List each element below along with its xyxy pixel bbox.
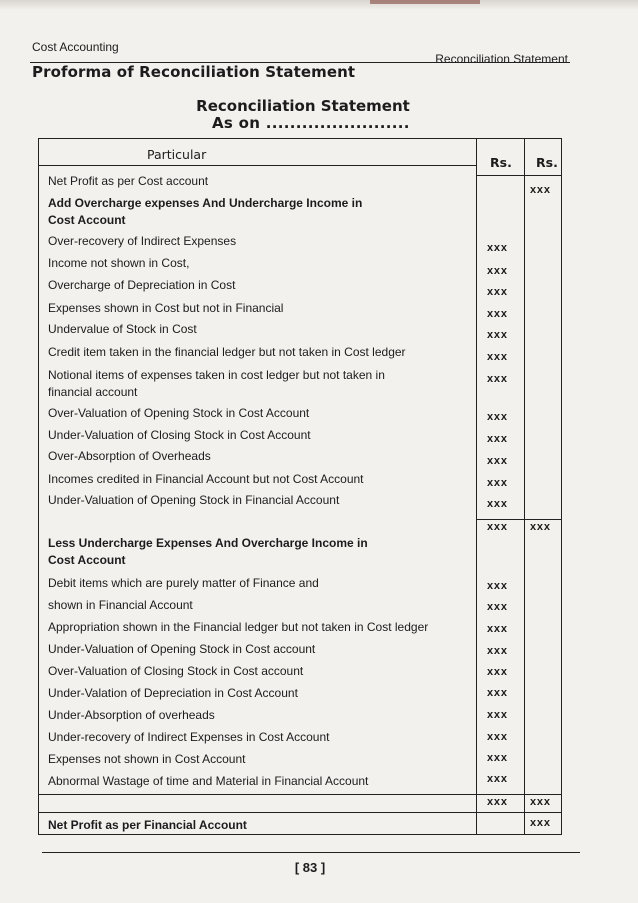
amount-rs-1: xxx bbox=[487, 498, 508, 510]
page-top-edge bbox=[0, 0, 638, 10]
amount-rs-2: xxx bbox=[530, 521, 551, 533]
column-divider-1 bbox=[476, 139, 477, 834]
table-row-text: Over-recovery of Indirect Expenses bbox=[48, 234, 237, 248]
proforma-title: Proforma of Reconciliation Statement bbox=[32, 63, 356, 81]
amount-rs-1: xxx bbox=[487, 373, 508, 385]
table-row-text: Undervalue of Stock in Cost bbox=[48, 322, 197, 336]
amount-rs-1: xxx bbox=[487, 731, 508, 743]
amount-rs-2: xxx bbox=[530, 184, 551, 196]
table-row-text: Expenses not shown in Cost Account bbox=[48, 752, 246, 766]
amount-rs-1: xxx bbox=[487, 773, 508, 785]
table-row-text: Incomes credited in Financial Account but not Cost Account bbox=[48, 472, 364, 486]
amount-rs-1: xxx bbox=[487, 351, 508, 363]
statement-title: Reconciliation Statement bbox=[196, 97, 410, 115]
table-row-text: shown in Financial Account bbox=[48, 598, 193, 612]
statement-date-line: As on ........................ bbox=[212, 114, 410, 132]
table-row-text: Credit item taken in the financial ledger but not taken in Cost ledger bbox=[48, 345, 406, 359]
running-header-chapter: Reconciliation Statement bbox=[435, 52, 568, 66]
table-row-text: Notional items of expenses taken in cost ledger but not taken in financial account bbox=[48, 368, 385, 399]
amount-rs-1: xxx bbox=[487, 623, 508, 635]
table-row-text: Expenses shown in Cost but not in Financial bbox=[48, 301, 284, 315]
total-rule bbox=[39, 794, 561, 795]
header-rule-amounts bbox=[476, 175, 561, 176]
amount-rs-1: xxx bbox=[487, 580, 508, 592]
table-row-text: Net Profit as per Cost account bbox=[48, 174, 209, 188]
amount-rs-1: xxx bbox=[487, 796, 508, 808]
amount-rs-1: xxx bbox=[487, 265, 508, 277]
amount-rs-1: xxx bbox=[487, 752, 508, 764]
page-number: [ 83 ] bbox=[294, 860, 326, 875]
amount-rs-2: xxx bbox=[530, 796, 551, 808]
reconciliation-table bbox=[38, 138, 562, 835]
amount-rs-1: xxx bbox=[487, 601, 508, 613]
table-row-text: Income not shown in Cost, bbox=[48, 256, 190, 270]
amount-rs-1: xxx bbox=[487, 329, 508, 341]
table-row-text: Overcharge of Depreciation in Cost bbox=[48, 278, 236, 292]
amount-rs-1: xxx bbox=[487, 455, 508, 467]
header-rs-2: Rs. bbox=[536, 155, 558, 170]
amount-rs-1: xxx bbox=[487, 411, 508, 423]
section-heading: Less Undercharge Expenses And Overcharge Income in Cost Account bbox=[48, 536, 368, 567]
amount-rs-1: xxx bbox=[487, 709, 508, 721]
table-row-text: Appropriation shown in the Financial ledger but not taken in Cost ledger bbox=[48, 620, 429, 634]
amount-rs-1: xxx bbox=[487, 242, 508, 254]
table-row-text: Under-Valuation of Opening Stock in Cost account bbox=[48, 642, 316, 656]
header-particular: Particular bbox=[147, 147, 207, 162]
amount-rs-2: xxx bbox=[530, 817, 551, 829]
table-row-text: Debit items which are purely matter of Finance and bbox=[48, 576, 319, 590]
table-row-text: Over-Absorption of Overheads bbox=[48, 449, 211, 463]
table-row-text: Under-recovery of Indirect Expenses in Cost Account bbox=[48, 730, 330, 744]
amount-rs-1: xxx bbox=[487, 645, 508, 657]
table-row-text: Over-Valuation of Opening Stock in Cost Account bbox=[48, 406, 310, 420]
amount-rs-1: xxx bbox=[487, 477, 508, 489]
amount-rs-1: xxx bbox=[487, 308, 508, 320]
table-row-text: Under-Valuation of Opening Stock in Financial Account bbox=[48, 493, 340, 507]
binding-stain bbox=[370, 0, 480, 4]
header-rs-1: Rs. bbox=[490, 155, 512, 170]
section-heading: Net Profit as per Financial Account bbox=[48, 818, 247, 832]
table-row-text: Under-Absorption of overheads bbox=[48, 708, 215, 722]
subtotal-rule-1 bbox=[476, 519, 561, 520]
table-row-text: Under-Valation of Depreciation in Cost Account bbox=[48, 686, 298, 700]
table-row-text: Abnormal Wastage of time and Material in Financial Account bbox=[48, 774, 369, 788]
table-row-text: Under-Valuation of Closing Stock in Cost Account bbox=[48, 428, 311, 442]
bottom-rule bbox=[39, 812, 561, 813]
section-heading: Add Overcharge expenses And Undercharge Income in Cost Account bbox=[48, 196, 363, 227]
amount-rs-1: xxx bbox=[487, 521, 508, 533]
amount-rs-1: xxx bbox=[487, 286, 508, 298]
running-header-book: Cost Accounting bbox=[32, 40, 119, 54]
header-rule-particular bbox=[39, 165, 476, 166]
table-row-text: Over-Valuation of Closing Stock in Cost account bbox=[48, 664, 304, 678]
footer-rule bbox=[42, 852, 580, 853]
amount-rs-1: xxx bbox=[487, 687, 508, 699]
column-divider-2 bbox=[524, 139, 525, 834]
amount-rs-1: xxx bbox=[487, 666, 508, 678]
amount-rs-1: xxx bbox=[487, 433, 508, 445]
